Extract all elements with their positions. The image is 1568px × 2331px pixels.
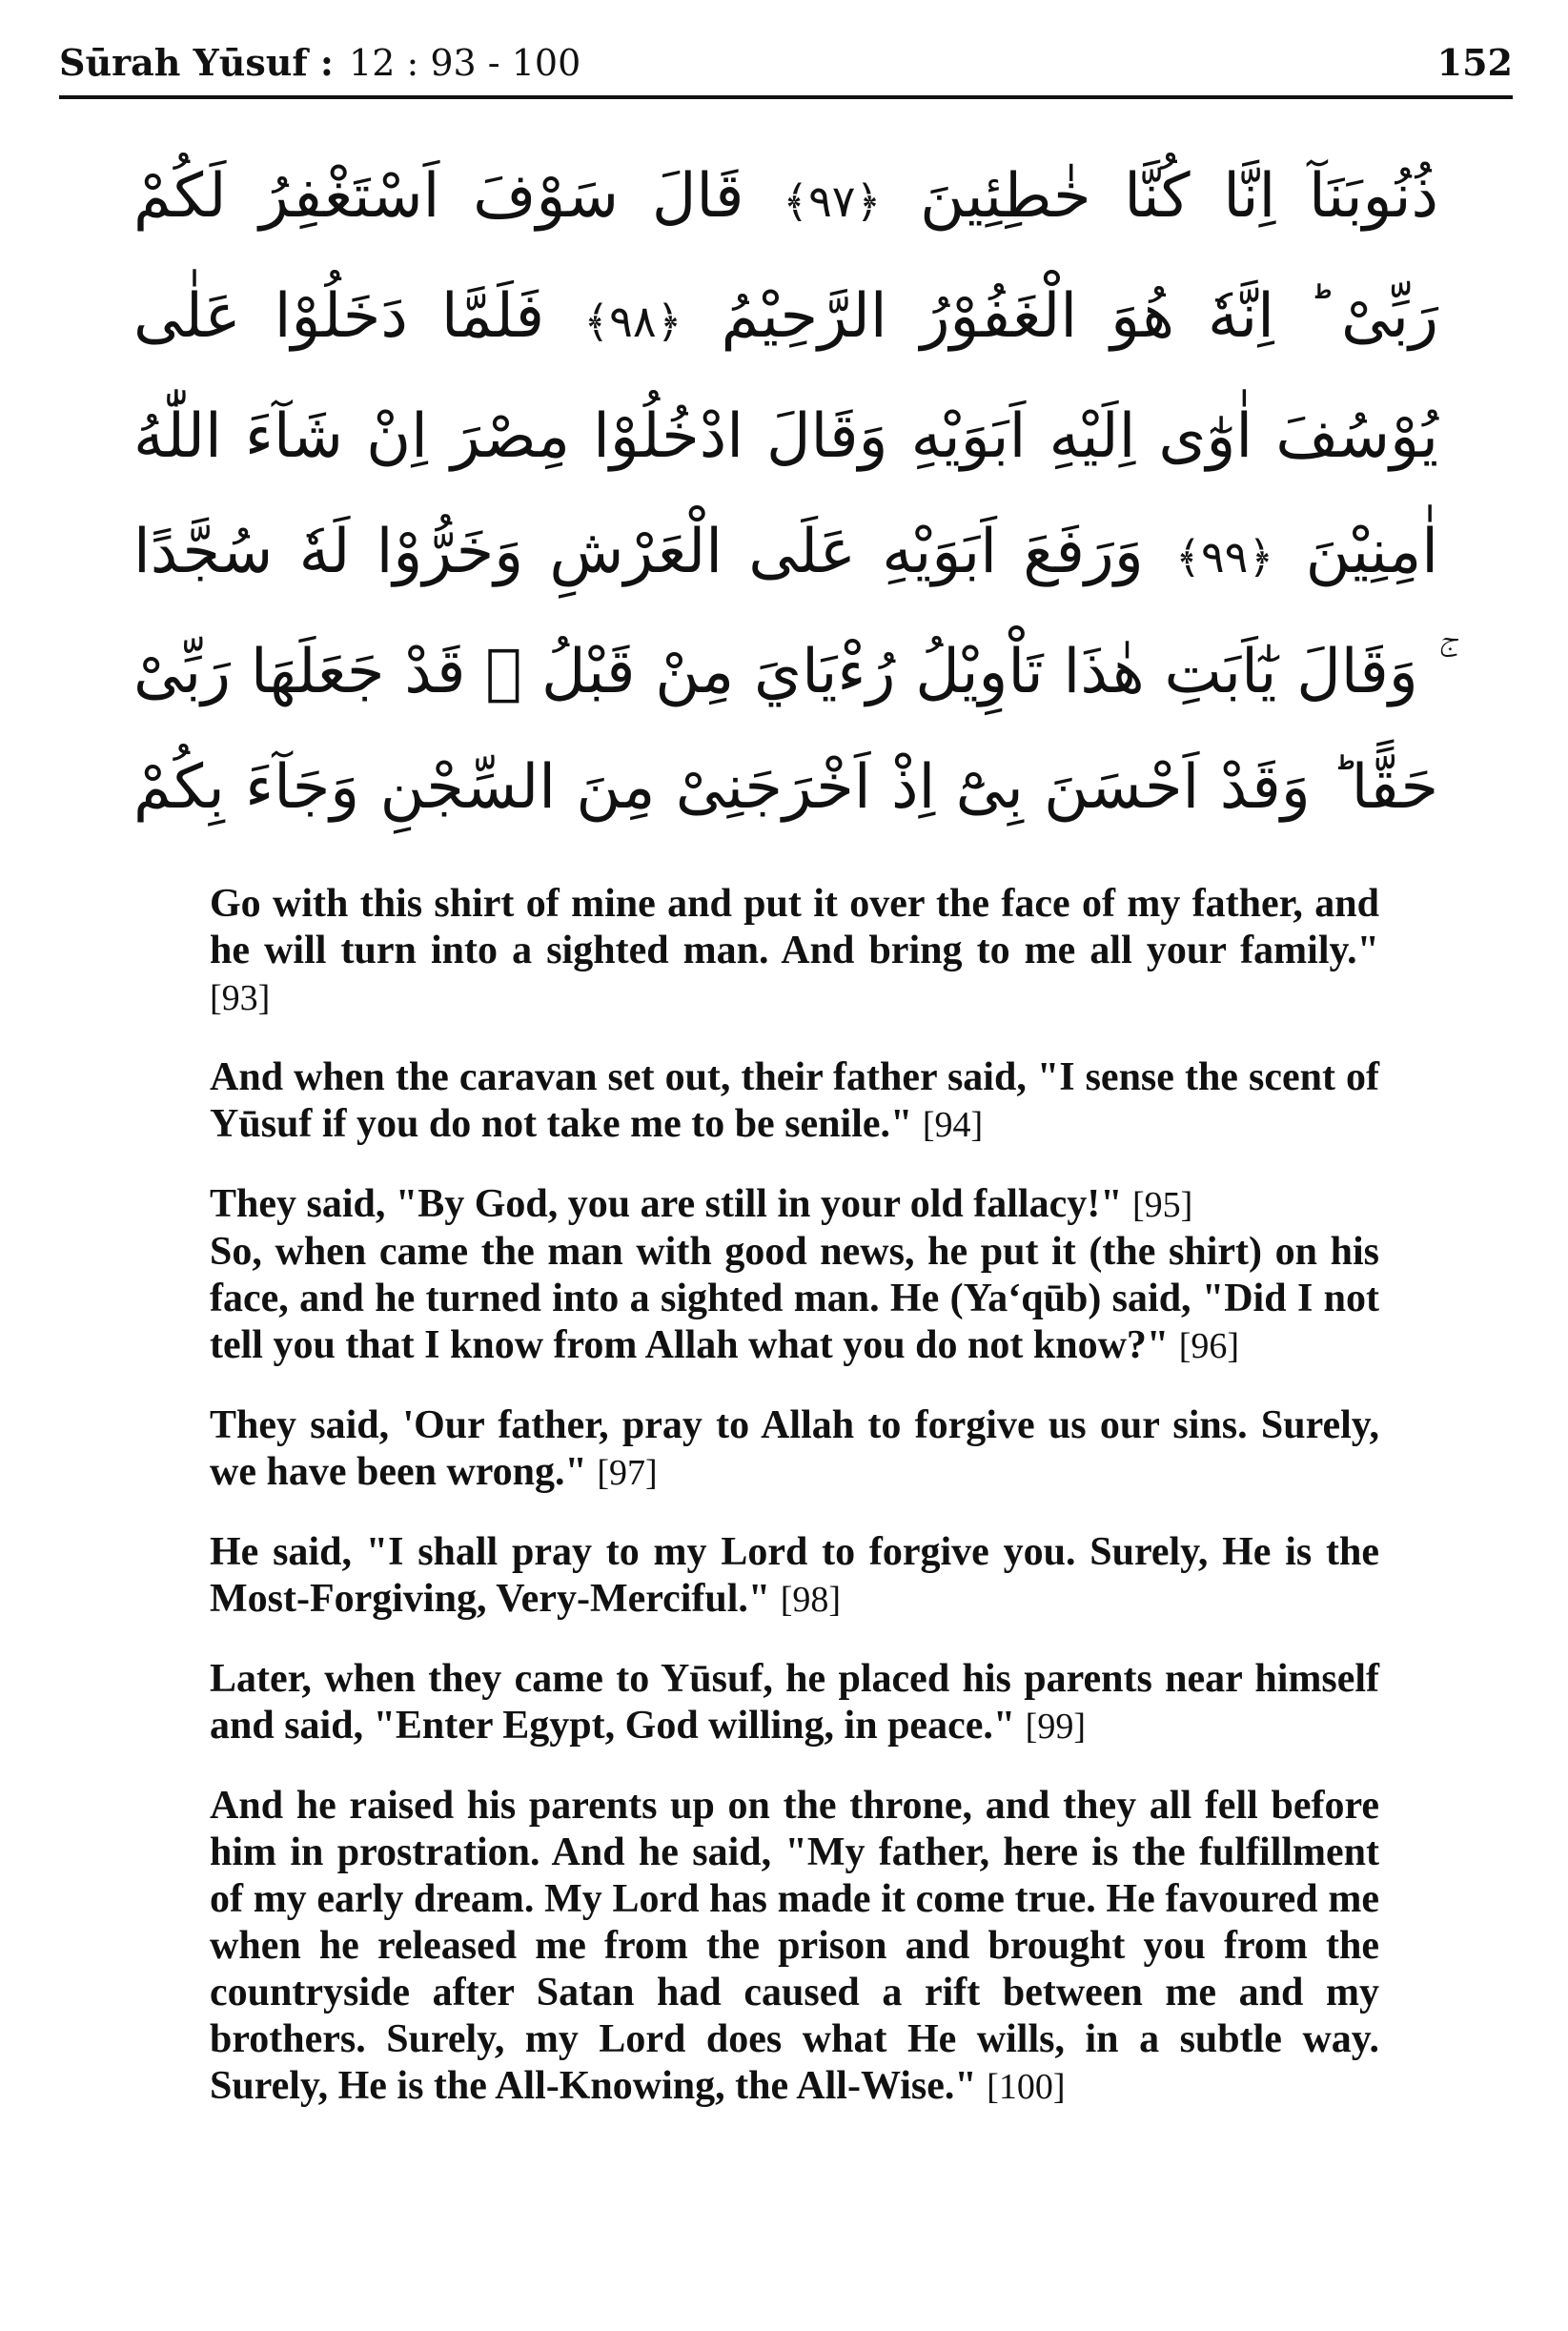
surah-name: Sūrah Yūsuf :	[59, 41, 334, 84]
verse-text: Later, when they came to Yūsuf, he placed his parents near himself and said, "Enter Egypt, God willing, in peace."	[210, 1657, 1379, 1748]
translation-paragraph	[210, 1783, 1379, 2111]
verse-number: [97]	[597, 1453, 658, 1493]
verse-range: 12 : 93 - 100	[349, 42, 581, 84]
arabic-segment: قَالَ سَوْفَ اَسْتَغْفِرُ لَكُمْ رَبِّىْ ؕ اِنَّهٗ هُوَ الْغَفُوْرُ الرَّحِيْمُ	[133, 161, 1439, 352]
verse-number: [95]	[1132, 1185, 1193, 1225]
translation-paragraph	[210, 1054, 1379, 1149]
arabic-text-block	[59, 139, 1513, 835]
verse-number: [93]	[210, 978, 271, 1018]
verse-number: [96]	[1178, 1326, 1240, 1366]
translation-paragraph	[210, 1181, 1379, 1370]
verse-text: They said, 'Our father, pray to Allah to forgive us our sins. Surely, we have been wrong."	[210, 1403, 1379, 1494]
english-translation	[59, 881, 1513, 2111]
translation-paragraph	[210, 881, 1379, 1022]
verse-text: They said, "By God, you are still in your old fallacy!"	[210, 1182, 1123, 1226]
arabic-segment: ذُنُوبَنَآ اِنَّا كُنَّا خٰطِئِينَ	[920, 161, 1439, 232]
translation-paragraph	[210, 1529, 1379, 1624]
arabic-segment: فَلَمَّا دَخَلُوْا عَلٰى يُوْسُفَ اٰوٰٓى اِلَيْهِ اَبَوَيْهِ وَقَالَ ادْخُلُوْا مِصْرَ اِنْ شَآءَ اللّٰهُ اٰمِنِيْنَ	[133, 281, 1439, 587]
running-header	[59, 38, 1513, 99]
page-number: 152	[1436, 41, 1513, 84]
verse-number: [99]	[1025, 1707, 1086, 1747]
verse-number: [100]	[987, 2067, 1066, 2107]
ayah-marker-99: ﴿٩٩﴾	[1175, 531, 1274, 583]
header-title	[59, 40, 580, 86]
verse-number: [94]	[922, 1105, 984, 1145]
verse-text: Go with this shirt of mine and put it over the face of my father, and he will turn into a sighted man. And bring to me all your family."	[210, 882, 1379, 972]
verse-text: He said, "I shall pray to my Lord to forgive you. Surely, He is the Most-Forgiving, Very-Merciful."	[210, 1530, 1379, 1621]
ayah-marker-97: ﴿٩٧﴾	[783, 175, 882, 227]
verse-number: [98]	[780, 1580, 842, 1620]
translation-paragraph	[210, 1402, 1379, 1497]
verse-text: So, when came the man with good news, he put it (the shirt) on his face, and he turned into a sighted man. He (Ya‘qūb) said, "Did I not tell you that I know from Allah what you do not know?"	[210, 1230, 1379, 1367]
translation-paragraph	[210, 1656, 1379, 1750]
ayah-marker-98: ﴿٩٨﴾	[583, 296, 682, 347]
verse-text: And when the caravan set out, their father said, "I sense the scent of Yūsuf if you do not take me to be senile."	[210, 1055, 1379, 1146]
book-page	[59, 38, 1513, 2307]
verse-text: And he raised his parents up on the throne, and they all fell before him in prostration. And he said, "My father, here is the fulfillment of my early dream. My Lord has made it come true. He favoured me when he released me from the prison and brought you from the countryside after Satan had caused a rift between me and my brothers. Surely, my Lord does what He wills, in a subtle way. Surely, He is the All-Knowing, the All-Wise."	[210, 1784, 1379, 2108]
arabic-segment: وَرَفَعَ اَبَوَيْهِ عَلَى الْعَرْشِ وَخَرُّوْا لَهٗ سُجَّدًا ۚ وَقَالَ يٰٓاَبَتِ هٰذَا تَاْوِيْلُ رُءْيَايَ مِنْ قَبْلُ ؗ قَدْ جَعَلَهَا رَبِّىْ حَقًّا ؕ وَقَدْ اَحْسَنَ بِىْٓ اِذْ اَخْرَجَنِىْ مِنَ السِّجْنِ وَجَآءَ بِكُمْ	[133, 517, 1438, 823]
